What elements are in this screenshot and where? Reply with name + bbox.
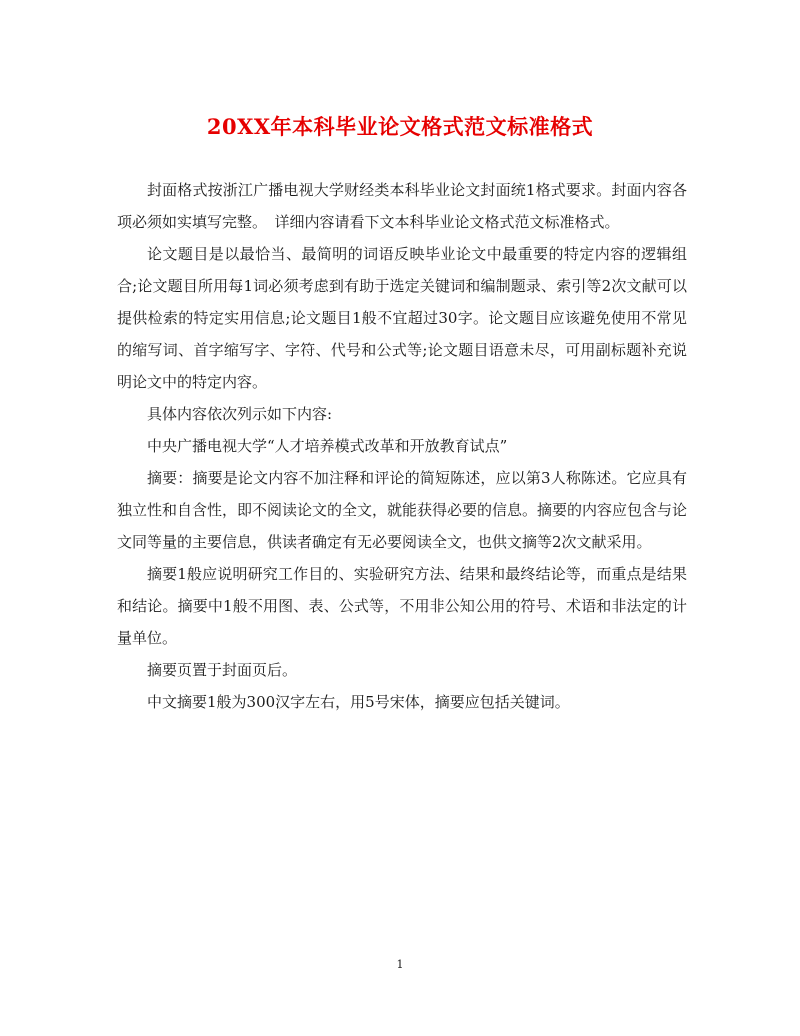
paragraph-chinese-abstract: 中文摘要1般为300汉字左右，用5号宋体，摘要应包括关键词。 <box>147 693 570 711</box>
paragraph-cover-format: 封面格式按浙江广播电视大学财经类本科毕业论文封面统1格式要求。封面内容各项必须如实填写完整。 详细内容请看下文本科毕业论文格式范文标准格式。 <box>117 181 687 231</box>
paragraph-university-project: 中央广播电视大学“人才培养模式改革和开放教育试点” <box>147 437 508 455</box>
page-number: 1 <box>396 958 404 971</box>
paragraph-abstract-definition: 摘要：摘要是论文内容不加注释和评论的简短陈述，应以第3人称陈述。它应具有独立性和自含性，即不阅读论文的全文，就能获得必要的信息。摘要的内容应包含与论文同等量的主要信息，供读者确定有无必要阅读全文，也供文摘等2次文献采用。 <box>117 469 688 551</box>
paragraph-abstract-placement: 摘要页置于封面页后。 <box>147 661 298 679</box>
paragraph-abstract-content: 摘要1般应说明研究工作目的、实验研究方法、结果和最终结论等，而重点是结果和结论。摘要中1般不用图、表、公式等，不用非公知公用的符号、术语和非法定的计量单位。 <box>117 565 687 647</box>
document-body <box>117 174 687 718</box>
paragraph-thesis-title: 论文题目是以最恰当、最简明的词语反映毕业论文中最重要的特定内容的逻辑组合;论文题目所用每1词必须考虑到有助于选定关键词和编制题录、索引等2次文献可以提供检索的特定实用信息;论文题目1般不宜超过30字。论文题目应该避免使用不常见的缩写词、首字缩写字、字符、代号和公式等;论文题目语意未尽，可用副标题补充说明论文中的特定内容。 <box>117 245 687 391</box>
document-title: 20XX年本科毕业论文格式范文标准格式 <box>206 114 594 139</box>
paragraph-content-list-intro: 具体内容依次列示如下内容: <box>147 405 333 423</box>
